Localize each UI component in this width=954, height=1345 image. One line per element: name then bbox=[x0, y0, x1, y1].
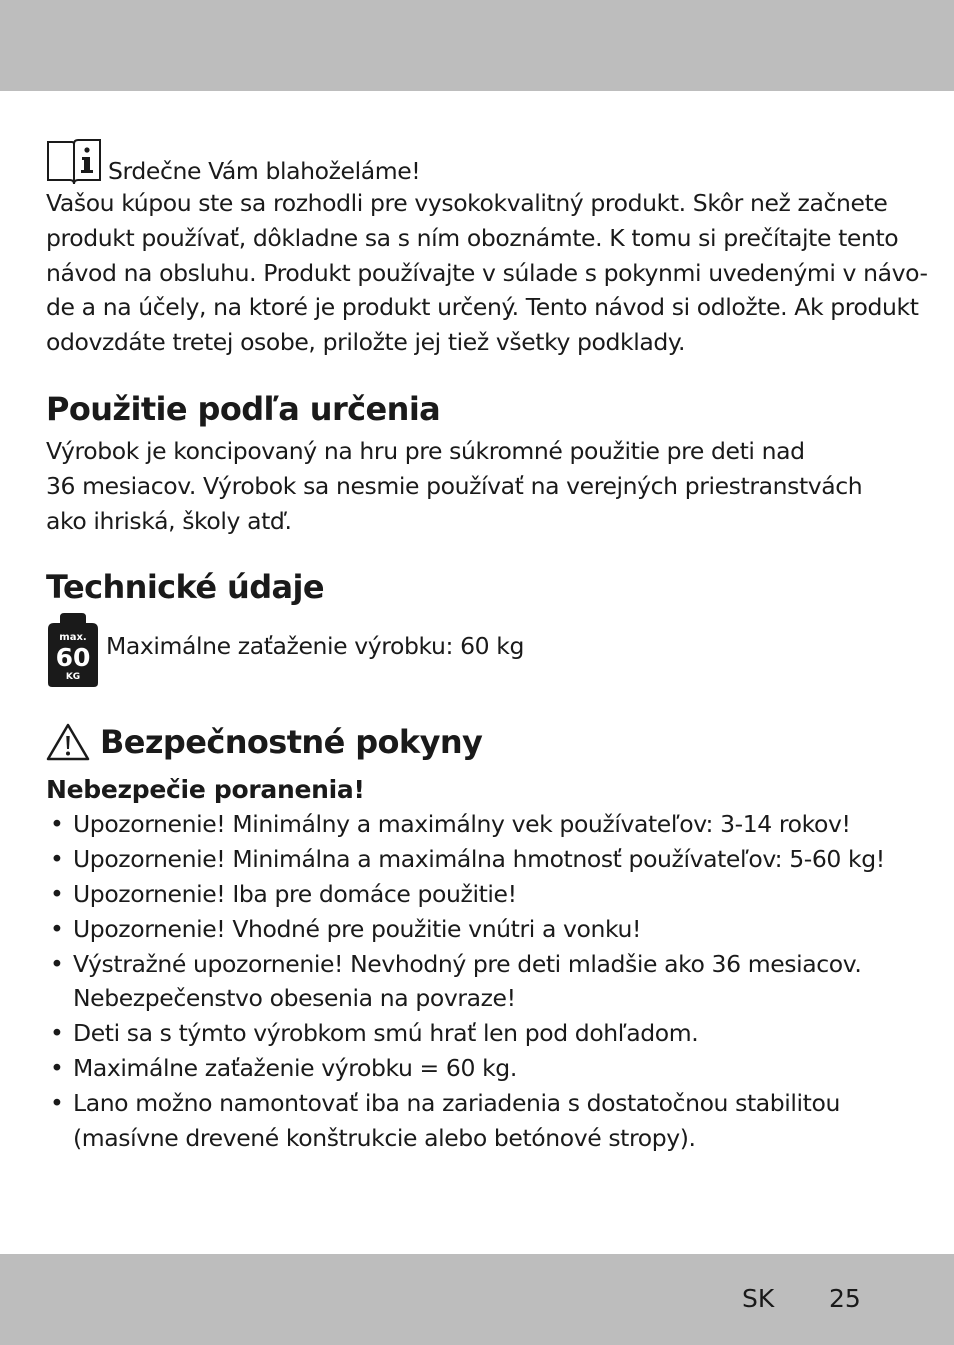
info-book-icon bbox=[46, 138, 102, 186]
list-item bbox=[46, 842, 916, 877]
intro-line: návod na obsluhu. Produkt používajte v súlade s pokynmi uvedenými v návo- bbox=[46, 258, 928, 287]
max-weight-icon bbox=[46, 609, 100, 689]
bullet: • bbox=[50, 949, 64, 978]
list-item-line: Upozornenie! Minimálna a maximálna hmotnosť používateľov: 5-60 kg! bbox=[73, 845, 885, 874]
header-band bbox=[0, 0, 954, 91]
intro-line: odovzdáte tretej osobe, priložte jej tiež všetky podklady. bbox=[46, 328, 686, 357]
list-item bbox=[46, 1016, 916, 1051]
bullet: • bbox=[50, 845, 64, 874]
list-item bbox=[46, 877, 916, 912]
bullet: • bbox=[50, 1053, 64, 1082]
list-item-line: (masívne drevené konštrukcie alebo betónové stropy). bbox=[73, 1123, 696, 1152]
intro-line: produkt používať, dôkladne sa s ním oboznámte. K tomu si prečítajte tento bbox=[46, 223, 899, 252]
intro-line: Vašou kúpou ste sa rozhodli pre vysokokvalitný produkt. Skôr než začnete bbox=[46, 189, 888, 217]
bullet: • bbox=[50, 1088, 64, 1117]
list-item bbox=[46, 1086, 916, 1156]
list-item-line: Výstražné upozornenie! Nevhodný pre deti mladšie ako 36 mesiacov. bbox=[73, 949, 862, 978]
page-content bbox=[46, 136, 928, 1155]
injury-danger-subheading: Nebezpečie poranenia! bbox=[46, 775, 365, 805]
list-item-line: Maximálne zaťaženie výrobku = 60 kg. bbox=[73, 1053, 517, 1082]
list-item-line: Upozornenie! Vhodné pre použitie vnútri a vonku! bbox=[73, 914, 642, 943]
footer-language: SK bbox=[742, 1284, 775, 1313]
intended-use-line: 36 mesiacov. Výrobok sa nesmie používať na verejných priestranstvách bbox=[46, 471, 863, 500]
safety-heading-row bbox=[46, 717, 916, 767]
intended-use-line: Výrobok je koncipovaný na hru pre súkromné použitie pre deti nad bbox=[46, 436, 805, 465]
technical-row bbox=[46, 609, 916, 689]
max-load-text: Maximálne zaťaženie výrobku: 60 kg bbox=[106, 632, 524, 661]
list-item bbox=[46, 1051, 916, 1086]
list-item-line: Lano možno namontovať iba na zariadenia s dostatočnou stabilitou bbox=[73, 1088, 840, 1117]
greeting-text: Srdečne Vám blahoželáme! bbox=[108, 157, 421, 186]
max-weight-icon-top: max. bbox=[59, 632, 87, 644]
footer-band bbox=[0, 1254, 954, 1345]
bullet: • bbox=[50, 1019, 64, 1048]
intended-use-heading: Použitie podľa určenia bbox=[46, 389, 441, 428]
intended-use-line: ako ihriská, školy atď. bbox=[46, 506, 292, 535]
list-item bbox=[46, 947, 916, 1017]
intended-use-paragraph bbox=[46, 434, 916, 538]
list-item-line: Upozornenie! Minimálny a maximálny vek používateľov: 3-14 rokov! bbox=[73, 810, 851, 839]
greeting-row bbox=[46, 136, 916, 186]
safety-heading: Bezpečnostné pokyny bbox=[100, 723, 483, 762]
bullet: • bbox=[50, 914, 64, 943]
safety-list bbox=[46, 807, 916, 1155]
list-item-line: Upozornenie! Iba pre domáce použitie! bbox=[73, 879, 517, 908]
bullet: • bbox=[50, 879, 64, 908]
list-item-line: Deti sa s týmto výrobkom smú hrať len pod dohľadom. bbox=[73, 1019, 699, 1048]
max-weight-icon-unit: KG bbox=[65, 672, 81, 683]
intro-line: de a na účely, na ktoré je produkt určený. Tento návod si odložte. Ak produkt bbox=[46, 293, 919, 322]
page-number: 25 bbox=[829, 1284, 861, 1313]
list-item-line: Nebezpečenstvo obesenia na povraze! bbox=[73, 984, 516, 1013]
warning-triangle-icon bbox=[46, 722, 90, 762]
technical-heading: Technické údaje bbox=[46, 568, 324, 607]
bullet: • bbox=[50, 810, 64, 839]
intro-paragraph bbox=[46, 186, 928, 360]
list-item bbox=[46, 807, 916, 842]
max-weight-icon-value: 60 bbox=[55, 643, 91, 673]
list-item bbox=[46, 912, 916, 947]
